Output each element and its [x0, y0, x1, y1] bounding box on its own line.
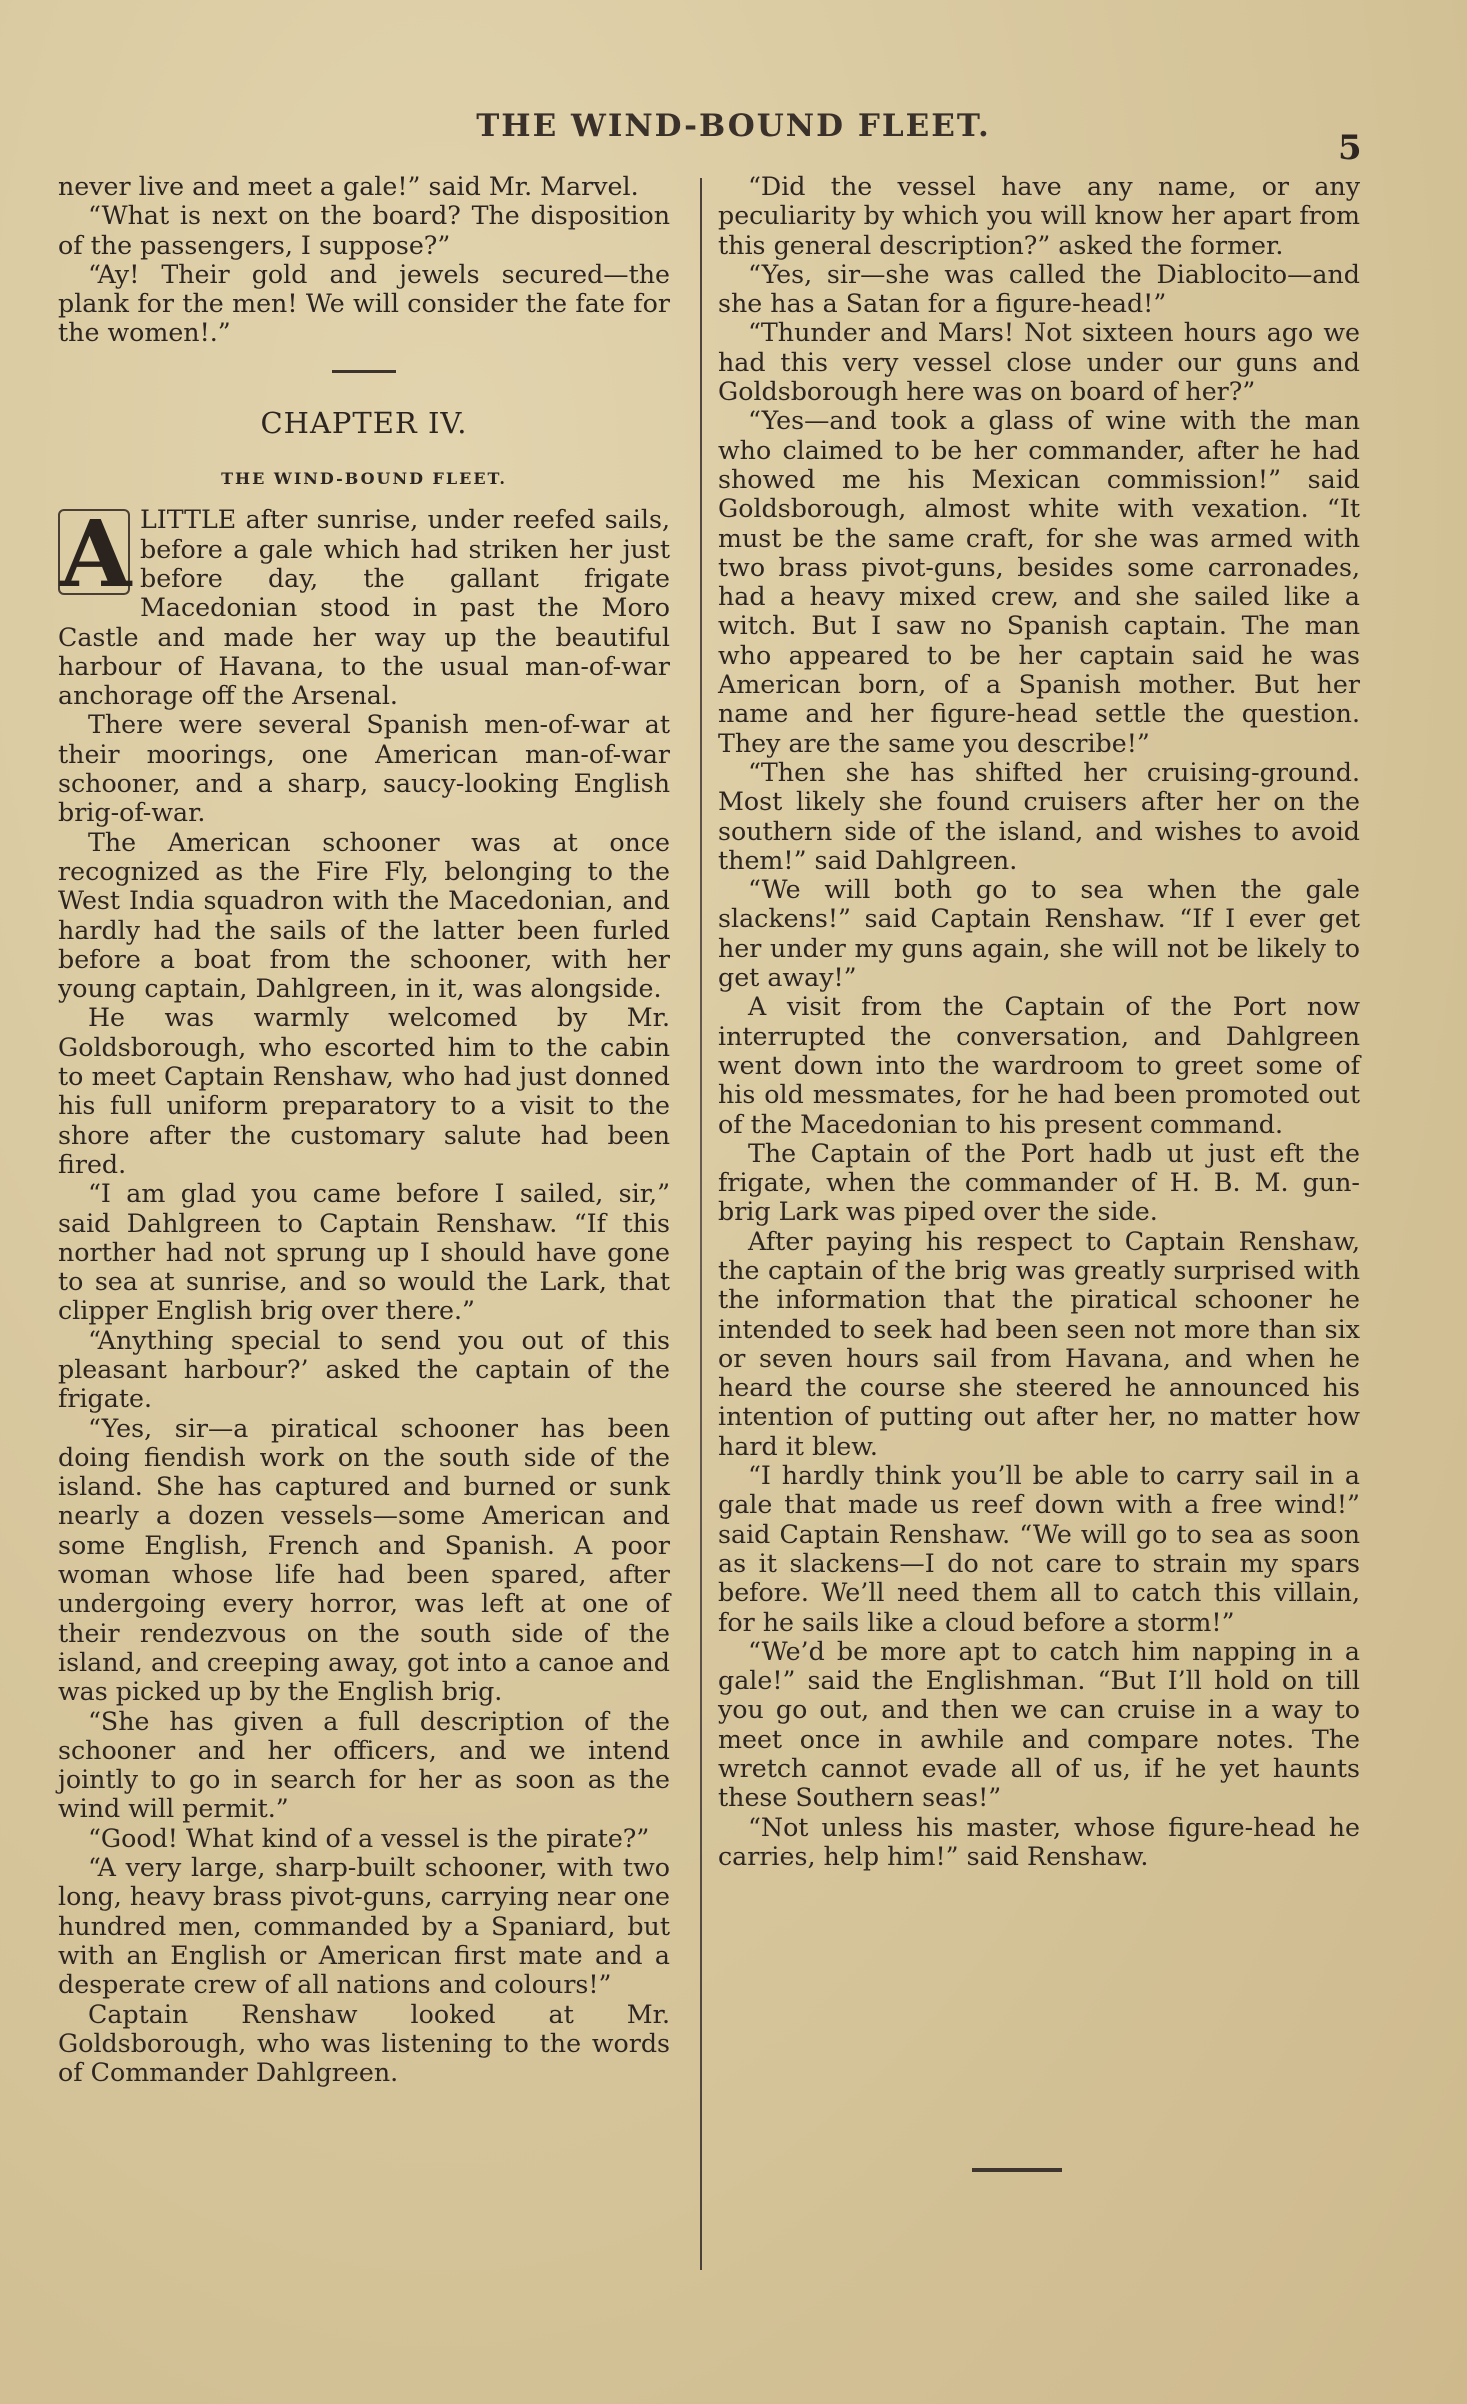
paragraph: “I hardly think you’ll be able to carry sail in a gale that made us reef down with a free wind!” said Captain Renshaw. “We will go to sea as soon as it slackens—I do not care to strain my spars before. We’ll need them all to catch this villain, for he sails like a cloud before a storm!” [718, 1461, 1360, 1637]
end-divider [972, 2168, 1062, 2172]
paragraph: “Then she has shifted her cruising-ground. Most likely she found cruisers after her on the southern side of the island, and wishes to avoid them!” said Dahlgreen. [718, 757, 1360, 875]
paragraph: “Not unless his master, whose figure-head he carries, help him!” said Renshaw. [718, 1812, 1360, 1871]
paragraph: “A very large, sharp-built schooner, with two long, heavy brass pivot-guns, carrying near one hundred men, commanded by a Spaniard, but with an English or American first mate and a desperate crew of all nations and colours!” [58, 1853, 670, 2000]
paragraph: “I am glad you came before I sailed, sir,” said Dahlgreen to Captain Renshaw. “If this norther had not sprung up I should have gone to sea at sunrise, and so would the Lark, that clipper English brig over there.” [58, 1179, 670, 1326]
opening-paragraph [58, 500, 670, 711]
chapter-subtitle: THE WIND-BOUND FLEET. [221, 469, 507, 489]
paragraph: “We will both go to sea when the gale slackens!” said Captain Renshaw. “If I ever get her under my guns again, she will not be likely to get away!” [718, 875, 1360, 993]
paragraph: “Good! What kind of a vessel is the pirate?” [88, 1823, 650, 1853]
paragraph: never live and meet a gale!” said Mr. Marvel. [58, 172, 639, 201]
left-column [58, 172, 670, 2087]
paragraph: The Captain of the Port hadb ut just eft the frigate, when the commander of H. B. M. gun-brig Lark was piped over the side. [718, 1138, 1360, 1227]
paragraph: He was warmly welcomed by Mr. Goldsborough, who escorted him to the cabin to meet Captain Renshaw, who had just donned his full uniform preparatory to a visit to the shore after the customary salute had been fired. [58, 1003, 670, 1179]
column-divider [700, 178, 702, 2270]
paragraph: “Did the vessel have any name, or any peculiarity by which you will know her apart from this general description?” asked the former. [718, 172, 1360, 260]
paragraph: A visit from the Captain of the Port now interrupted the conversation, and Dahlgreen went down into the wardroom to greet some of his old messmates, for he had been promoted out of the Macedonian to his present command. [718, 992, 1360, 1139]
paragraph: “What is next on the board? The disposition of the passengers, I suppose?” [58, 201, 670, 260]
paragraph: The American schooner was at once recognized as the Fire Fly, belonging to the West India squadron with the Macedonian, and hardly had the sails of the latter been furled before a boat from the schooner, with her young captain, Dahlgreen, in it, was alongside. [58, 827, 670, 1004]
paragraph: “Ay! Their gold and jewels secured—the plank for the men! We will consider the fate for the women!.” [58, 259, 670, 348]
drop-cap: A [60, 500, 132, 609]
paragraph: After paying his respect to Captain Renshaw, the captain of the brig was greatly surprised with the information that the piratical schooner he intended to seek had been seen not more than six or seven hours sail from Havana, and when he heard the course she steered he announced his intention of putting out after her, no matter how hard it blew. [718, 1226, 1360, 1461]
paragraph: “Yes—and took a glass of wine with the man who claimed to be her commander, after he had showed me his Mexican commission!” said Goldsborough, almost white with vexation. “It must be the same craft, for she was armed with two brass pivot-guns, besides some carronades, had a heavy mixed crew, and she sailed like a witch. But I saw no Spanish captain. The man who appeared to be her captain said he was American born, of a Spanish mother. But her name and her figure-head settle the question. They are the same you describe!” [718, 406, 1360, 758]
page-number: 5 [1338, 128, 1362, 168]
section-divider [332, 370, 396, 373]
running-header: THE WIND-BOUND FLEET. [476, 108, 991, 144]
chapter-title: CHAPTER IV. [260, 405, 468, 440]
right-column [718, 172, 1360, 1871]
paragraph: “She has given a full description of the schooner and her officers, and we intend jointly to go in search for her as soon as the wind will permit.” [58, 1706, 670, 1824]
paragraph: “Anything special to send you out of this pleasant harbour?’ asked the captain of the frigate. [58, 1325, 670, 1414]
paragraph: “Yes, sir—she was called the Diablocito—and she has a Satan for a figure-head!” [718, 259, 1360, 319]
paragraph: “We’d be more apt to catch him napping in a gale!” said the Englishman. “But I’ll hold on till you go out, and then we can cruise in a way to meet once in awhile and compare notes. The wretch cannot evade all of us, if he yet haunts these Southern seas!” [718, 1636, 1360, 1813]
paragraph: Captain Renshaw looked at Mr. Goldsborough, who was listening to the words of Commander Dahlgreen. [58, 1999, 670, 2088]
opening-paragraph-text: LITTLE after sunrise, under reefed sails, before a gale which had striken her just before day, the gallant frigate Macedonian stood in past the Moro Castle and made her way up the beautiful harbour of Havana, to the usual man-of-war anchorage off the Arsenal. [58, 505, 670, 711]
paragraph: “Thunder and Mars! Not sixteen hours ago we had this very vessel close under our guns and Goldsborough here was on board of her?” [718, 318, 1360, 407]
paragraph: There were several Spanish men-of-war at their moorings, one American man-of-war schooner, and a sharp, saucy-looking English brig-of-war. [58, 710, 670, 828]
paragraph: “Yes, sir—a piratical schooner has been doing fiendish work on the south side of the island. She has captured and burned or sunk nearly a dozen vessels—some American and some English, French and Spanish. A poor woman whose life had been spared, after undergoing every horror, was left at one of their rendezvous on the south side of the island, and creeping away, got into a canoe and was picked up by the English brig. [58, 1413, 670, 1707]
